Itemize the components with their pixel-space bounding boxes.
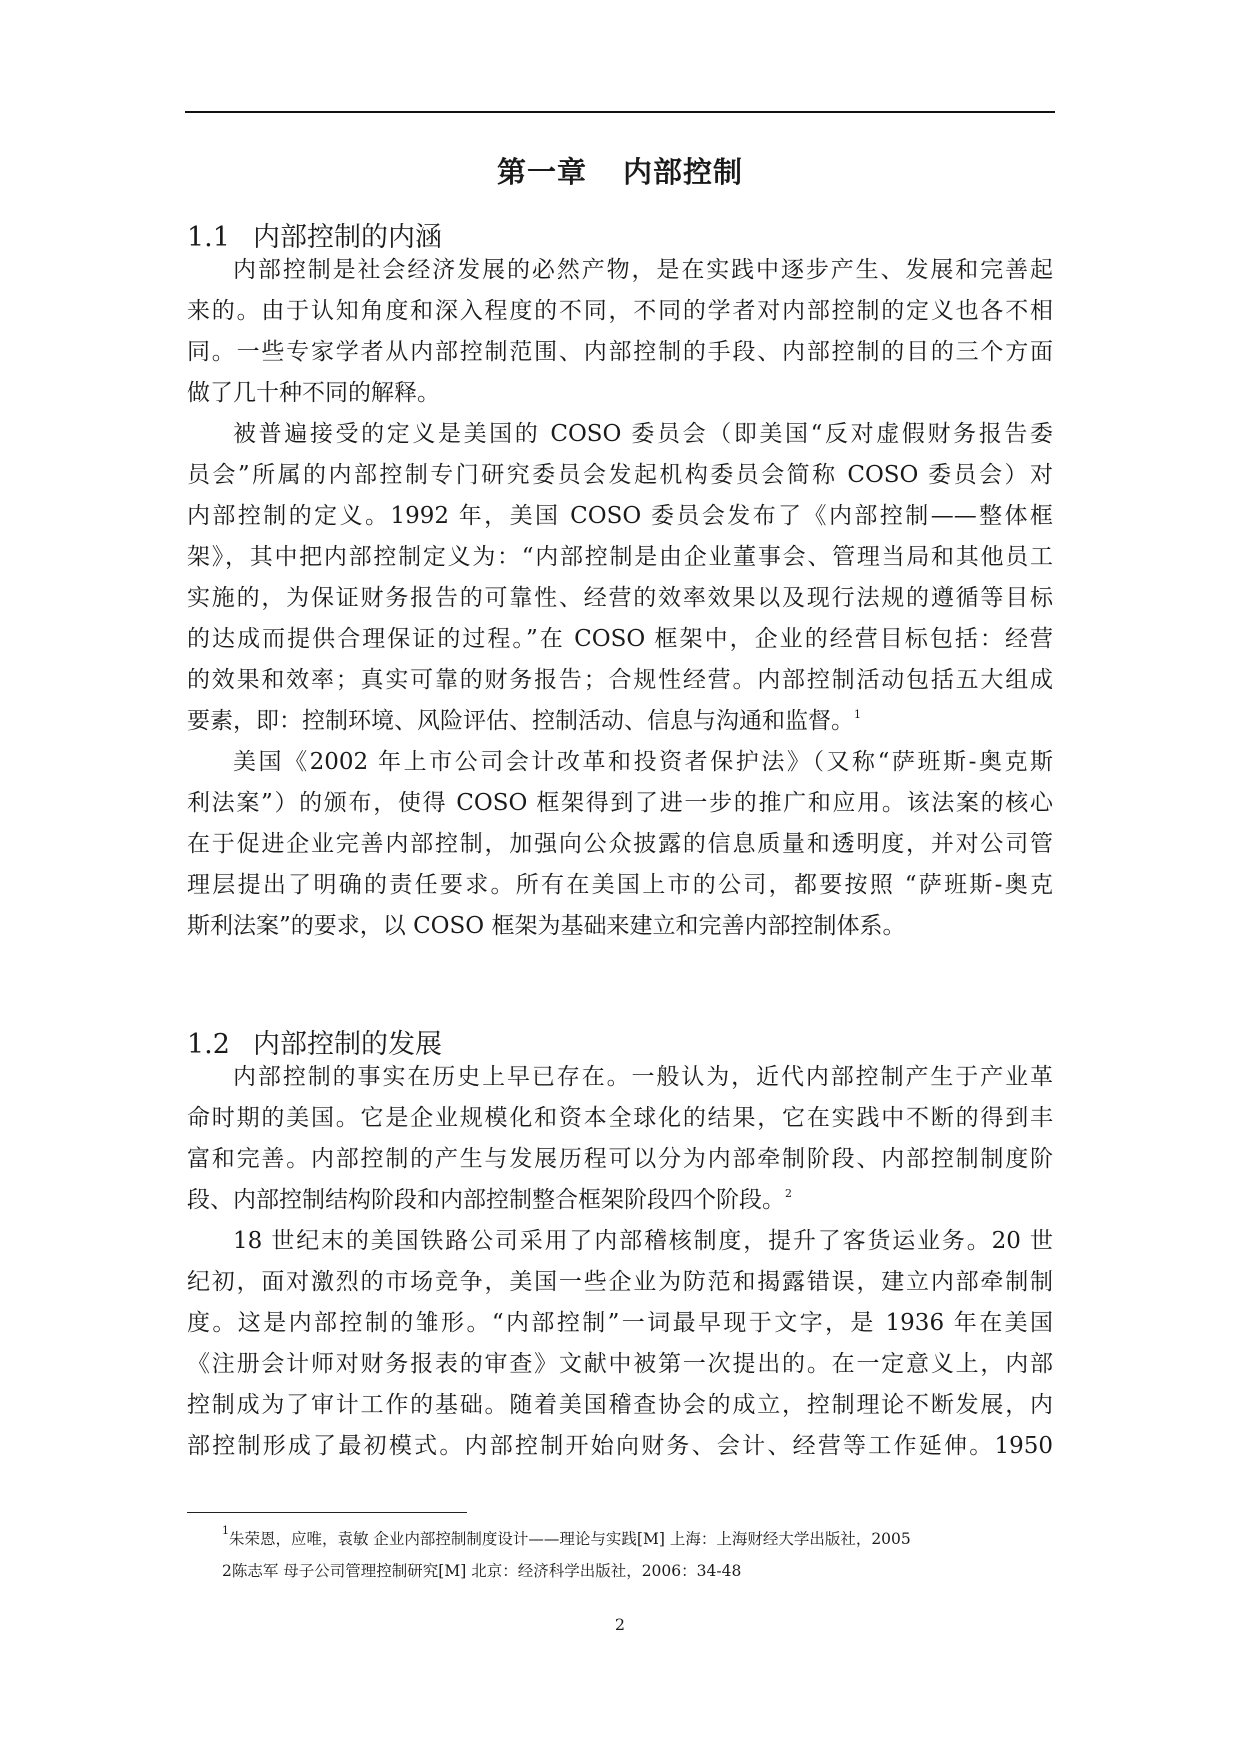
text-line: 的达成而提供合理保证的过程。”在 COSO 框架中，企业的经营目标包括：经营: [187, 626, 1053, 652]
footnote-ref: 1: [854, 708, 861, 721]
section-heading: [187, 1022, 442, 1061]
text-line-with-footnote: [187, 1180, 1053, 1221]
section-body: [187, 1057, 1053, 1467]
text-line: 《注册会计师对财务报表的审查》文献中被第一次提出的。在一定意义上，内部: [187, 1351, 1053, 1377]
page-number: 2: [614, 1615, 626, 1634]
footnote: [222, 1523, 1052, 1555]
text-line: 架》，其中把内部控制定义为：“内部控制是由企业董事会、管理当局和其他员工: [187, 544, 1053, 570]
text-line: 的效果和效率；真实可靠的财务报告；合规性经营。内部控制活动包括五大组成: [187, 667, 1053, 693]
text-line: 富和完善。内部控制的产生与发展历程可以分为内部牵制阶段、内部控制制度阶: [187, 1146, 1053, 1172]
text-line: 员会”所属的内部控制专门研究委员会发起机构委员会简称 COSO 委员会）对: [187, 462, 1053, 488]
footnote-text: 陈志军 母子公司管理控制研究[M] 北京：经济科学出版社，2006：34-48: [231, 1562, 742, 1580]
section-number: 1.1: [187, 222, 230, 253]
section-title-text: 内部控制的发展: [253, 1029, 442, 1060]
text-line: 段、内部控制结构阶段和内部控制整合框架阶段四个阶段。: [187, 1187, 785, 1213]
footnote: [222, 1555, 1052, 1587]
text-line: 18 世纪末的美国铁路公司采用了内部稽核制度，提升了客货运业务。20 世: [233, 1228, 1053, 1254]
text-line: 理层提出了明确的责任要求。所有在美国上市的公司，都要按照 “萨班斯-奥克: [187, 872, 1053, 898]
section-title-text: 内部控制的内涵: [253, 222, 442, 253]
chapter-title: [185, 150, 1055, 191]
text-line: 部控制形成了最初模式。内部控制开始向财务、会计、经营等工作延伸。1950: [187, 1433, 1053, 1459]
text-line: 被普遍接受的定义是美国的 COSO 委员会（即美国“反对虚假财务报告委: [233, 421, 1053, 447]
chapter-name: 内部控制: [623, 155, 744, 189]
text-line: 美国《2002 年上市公司会计改革和投资者保护法》（又称“萨班斯-奥克斯: [233, 749, 1053, 775]
footnote-mark: 1: [222, 1524, 229, 1537]
text-line: 要素，即：控制环境、风险评估、控制活动、信息与沟通和监督。: [187, 708, 854, 734]
text-line: 做了几十种不同的解释。: [187, 380, 440, 406]
text-line: 斯利法案”的要求，以 COSO 框架为基础来建立和完善内部控制体系。: [187, 913, 906, 939]
text-line: 纪初，面对激烈的市场竞争，美国一些企业为防范和揭露错误，建立内部牵制制: [187, 1269, 1053, 1295]
text-line: 命时期的美国。它是企业规模化和资本全球化的结果，它在实践中不断的得到丰: [187, 1105, 1053, 1131]
text-line: 来的。由于认知角度和深入程度的不同，不同的学者对内部控制的定义也各不相: [187, 298, 1053, 324]
section-number: 1.2: [187, 1029, 230, 1060]
footnote-separator: [187, 1512, 467, 1513]
section-body: [187, 250, 1053, 947]
text-line: 度。这是内部控制的雏形。“内部控制”一词最早现于文字，是 1936 年在美国: [187, 1310, 1053, 1336]
header-rule: [185, 111, 1055, 113]
text-line: 利法案”）的颁布，使得 COSO 框架得到了进一步的推广和应用。该法案的核心: [187, 790, 1053, 816]
text-line-with-footnote: [187, 701, 1053, 742]
chapter-number: 第一章: [496, 155, 587, 189]
section-heading: [187, 215, 442, 254]
text-line: 内部控制的定义。1992 年，美国 COSO 委员会发布了《内部控制——整体框: [187, 503, 1053, 529]
text-line: 内部控制的事实在历史上早已存在。一般认为，近代内部控制产生于产业革: [233, 1064, 1053, 1090]
text-line: 同。一些专家学者从内部控制范围、内部控制的手段、内部控制的目的三个方面: [187, 339, 1053, 365]
footnote-mark: 2: [222, 1562, 232, 1580]
footnotes: [222, 1523, 1052, 1587]
footnote-text: 朱荣恩，应唯，袁敏 企业内部控制制度设计——理论与实践[M] 上海：上海财经大学出版社，2005: [229, 1530, 911, 1548]
text-line: 在于促进企业完善内部控制，加强向公众披露的信息质量和透明度，并对公司管: [187, 831, 1053, 857]
text-line: 控制成为了审计工作的基础。随着美国稽查协会的成立，控制理论不断发展，内: [187, 1392, 1053, 1418]
text-line: 实施的，为保证财务报告的可靠性、经营的效率效果以及现行法规的遵循等目标: [187, 585, 1053, 611]
text-line: 内部控制是社会经济发展的必然产物，是在实践中逐步产生、发展和完善起: [233, 257, 1053, 283]
footnote-ref: 2: [785, 1187, 792, 1200]
